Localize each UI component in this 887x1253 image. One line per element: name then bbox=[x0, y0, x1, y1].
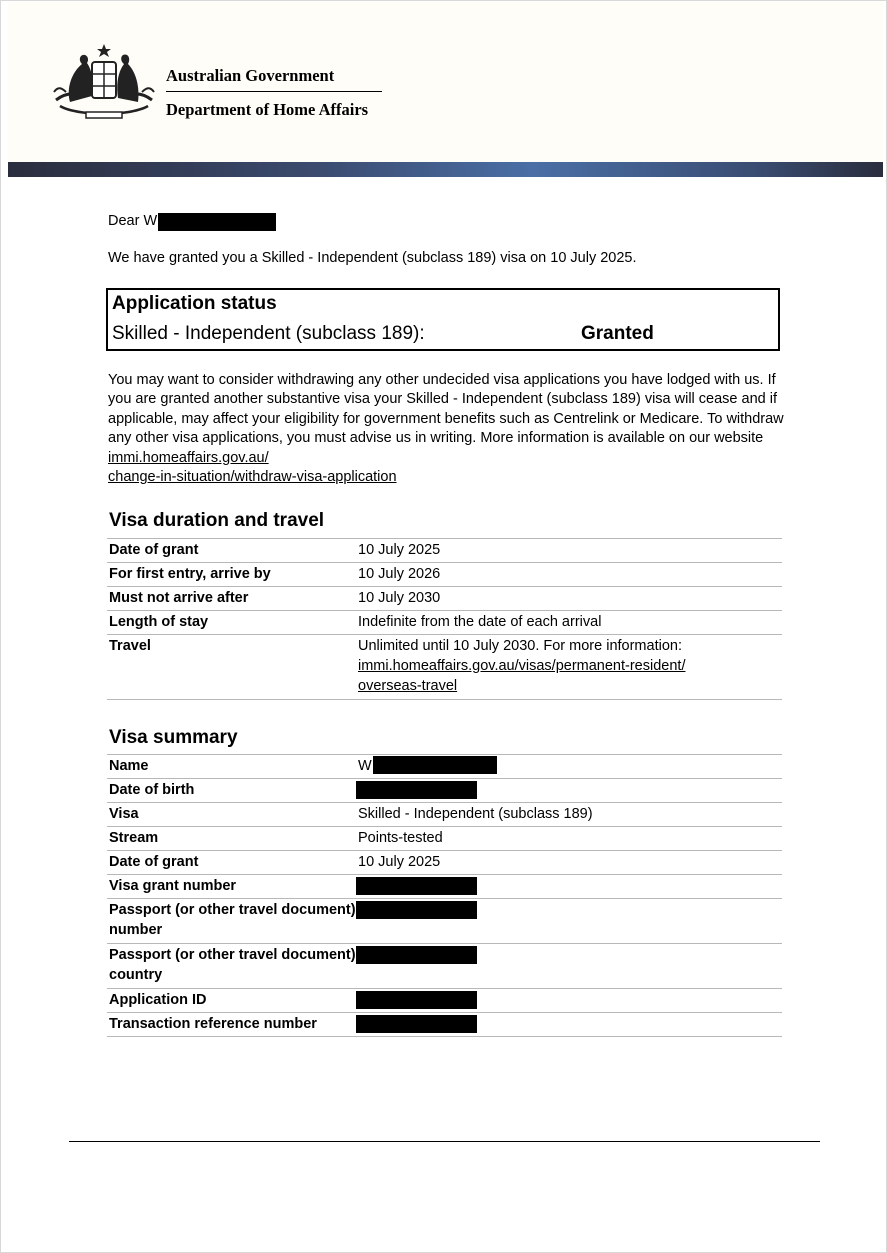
salutation bbox=[108, 213, 276, 231]
row-label: Transaction reference number bbox=[109, 1016, 317, 1032]
row-value bbox=[358, 780, 782, 802]
section-title-visa-duration: Visa duration and travel bbox=[109, 510, 325, 531]
letterhead-divider bbox=[166, 91, 382, 92]
table-row bbox=[107, 587, 782, 611]
row-value: Indefinite from the date of each arrival bbox=[358, 614, 602, 630]
table-row bbox=[107, 875, 782, 899]
row-label: Date of birth bbox=[109, 782, 195, 798]
redacted-passport-country bbox=[356, 946, 477, 964]
grant-sentence: We have granted you a Skilled - Independent (subclass 189) visa on 10 July 2025. bbox=[108, 250, 637, 266]
visa-duration-table bbox=[107, 538, 782, 700]
redacted-name bbox=[373, 756, 497, 774]
table-row bbox=[107, 635, 782, 700]
redacted-grant-number bbox=[356, 877, 477, 895]
row-label: Application ID bbox=[109, 992, 207, 1008]
row-value bbox=[358, 990, 782, 1012]
status-value: Granted bbox=[581, 323, 654, 344]
row-value bbox=[358, 756, 782, 778]
visa-summary-table bbox=[107, 754, 782, 1037]
table-row bbox=[107, 779, 782, 803]
row-label: Name bbox=[109, 758, 149, 774]
row-value bbox=[358, 945, 782, 985]
withdrawal-notice bbox=[108, 371, 788, 487]
table-row bbox=[107, 827, 782, 851]
salutation-text: Dear W bbox=[108, 213, 158, 229]
header-color-bar bbox=[8, 162, 883, 177]
coat-of-arms-icon bbox=[52, 42, 156, 122]
row-value bbox=[358, 900, 782, 940]
status-title: Application status bbox=[112, 293, 277, 314]
table-row bbox=[107, 899, 782, 944]
withdraw-link-part-1[interactable]: immi.homeaffairs.gov.au/ bbox=[108, 449, 269, 466]
redacted-date-of-birth bbox=[356, 781, 477, 799]
redacted-application-id bbox=[356, 991, 477, 1009]
row-value: 10 July 2030 bbox=[358, 590, 441, 606]
table-row bbox=[107, 1013, 782, 1037]
table-row bbox=[107, 851, 782, 875]
table-row bbox=[107, 803, 782, 827]
row-value bbox=[358, 636, 782, 696]
row-label: Length of stay bbox=[109, 614, 209, 630]
travel-link-part-1[interactable]: immi.homeaffairs.gov.au/visas/permanent-resident/ bbox=[358, 658, 686, 674]
status-visa-label: Skilled - Independent (subclass 189): bbox=[112, 323, 425, 344]
redacted-transaction-reference bbox=[356, 1015, 477, 1033]
table-row bbox=[107, 611, 782, 635]
row-label: For first entry, arrive by bbox=[109, 566, 271, 582]
row-label: Travel bbox=[109, 638, 151, 654]
row-label: Visa bbox=[109, 806, 139, 822]
name-initial: W bbox=[358, 758, 372, 774]
row-label: Passport (or other travel document) country bbox=[109, 947, 356, 983]
travel-link-part-2[interactable]: overseas-travel bbox=[358, 678, 458, 694]
row-label: Passport (or other travel document) number bbox=[109, 902, 356, 938]
row-label: Must not arrive after bbox=[109, 590, 249, 606]
government-name: Australian Government bbox=[166, 66, 335, 85]
table-row bbox=[107, 539, 782, 563]
footer-divider bbox=[69, 1141, 820, 1142]
row-value: 10 July 2025 bbox=[358, 854, 441, 870]
redacted-passport-number bbox=[356, 901, 477, 919]
table-row bbox=[107, 944, 782, 989]
row-value: Points-tested bbox=[358, 830, 443, 846]
row-value: 10 July 2026 bbox=[358, 566, 441, 582]
travel-text: Unlimited until 10 July 2030. For more information: bbox=[358, 638, 682, 654]
row-label: Date of grant bbox=[109, 854, 199, 870]
department-name: Department of Home Affairs bbox=[166, 100, 369, 119]
row-label: Date of grant bbox=[109, 542, 199, 558]
row-value bbox=[358, 1014, 782, 1036]
notice-text: You may want to consider withdrawing any other undecided visa applications you have lodged with us. If you are granted another substantive visa your Skilled - Independent (subclass 189) visa will cease and if applicable, may affect your eligibility for government benefits such as Centrelink or Medicare. To withdraw any other visa applications, you must advise us in writing. More information is available on our website bbox=[108, 372, 784, 447]
withdraw-link-part-2[interactable]: change-in-situation/withdraw-visa-application bbox=[108, 469, 397, 486]
section-title-visa-summary: Visa summary bbox=[109, 727, 238, 748]
row-value: 10 July 2025 bbox=[358, 542, 441, 558]
redacted-name bbox=[158, 213, 276, 231]
row-label: Visa grant number bbox=[109, 878, 237, 894]
row-label: Stream bbox=[109, 830, 159, 846]
row-value: Skilled - Independent (subclass 189) bbox=[358, 806, 593, 822]
table-row bbox=[107, 989, 782, 1013]
row-value bbox=[358, 876, 782, 898]
application-status-box bbox=[106, 288, 780, 351]
table-row bbox=[107, 755, 782, 779]
table-row bbox=[107, 563, 782, 587]
